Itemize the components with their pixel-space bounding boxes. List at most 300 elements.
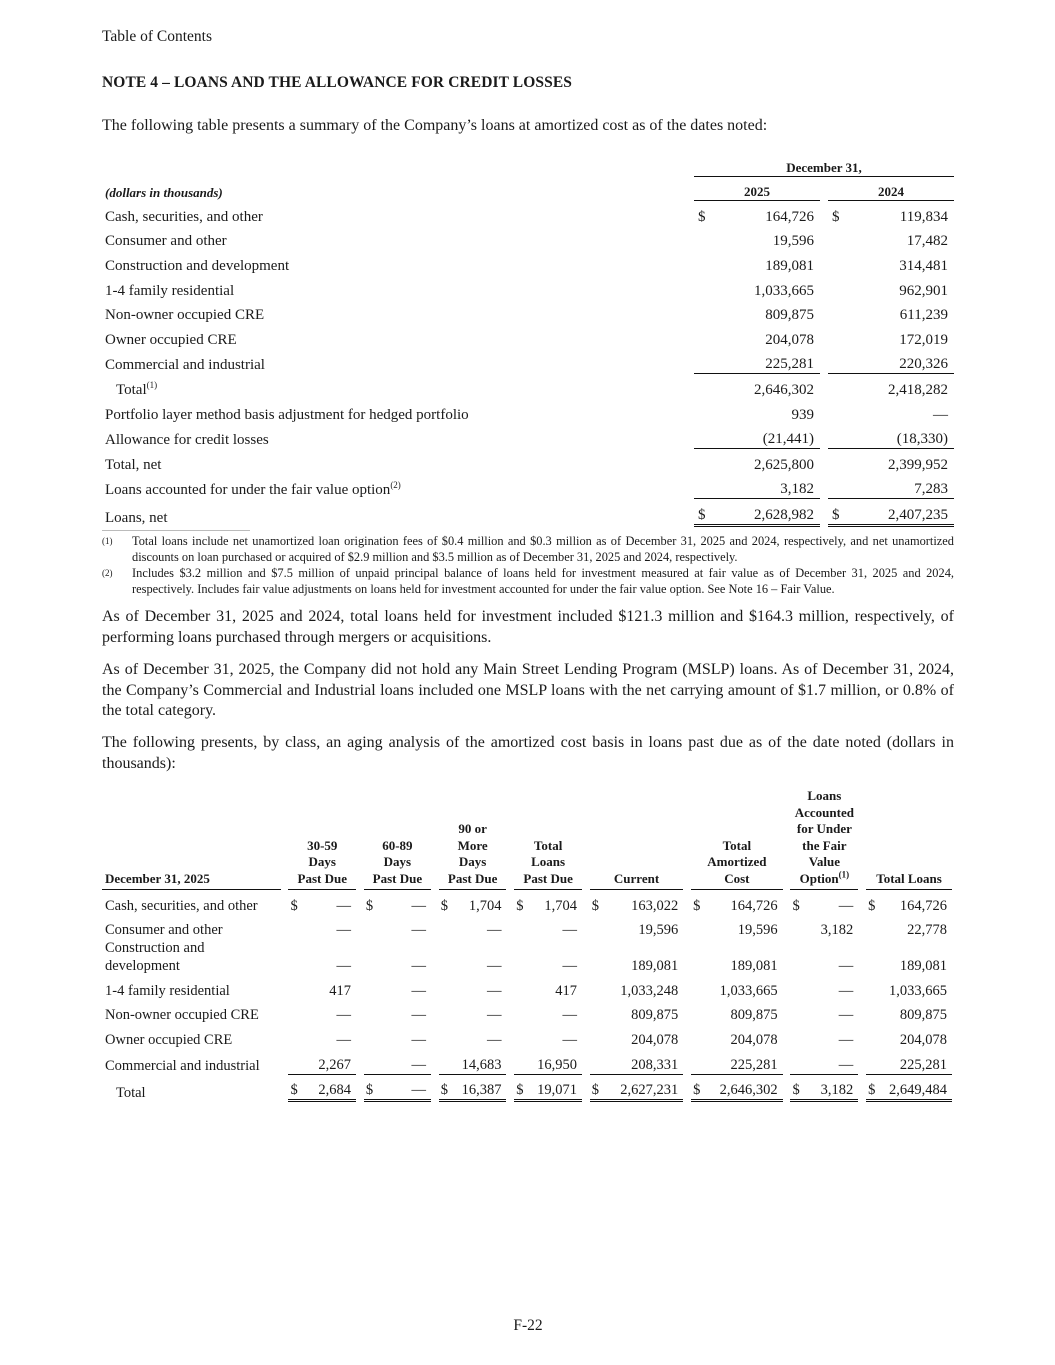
row-label-text: Non-owner occupied CRE xyxy=(105,307,265,324)
dollar-sign: $ xyxy=(790,1075,806,1103)
column-gap xyxy=(281,939,289,975)
column-gap xyxy=(281,1075,289,1103)
dollar-sign: $ xyxy=(868,897,876,914)
column-header xyxy=(790,788,858,890)
value-2025: 164,726 xyxy=(765,208,814,225)
row-label-text: Loans, net xyxy=(105,509,168,526)
value-2024: 962,901 xyxy=(899,282,948,299)
unit-label: (dollars in thousands) xyxy=(105,185,223,201)
cell-value: — xyxy=(336,897,351,914)
dollar-sign xyxy=(590,915,606,940)
footnote-ref: (2) xyxy=(390,480,401,491)
row-label-text: Cash, securities, and other xyxy=(105,208,263,225)
table-row xyxy=(102,449,954,474)
column-gap xyxy=(820,499,828,527)
dollar-sign xyxy=(691,915,707,940)
value-2025: 3,182 xyxy=(720,474,820,500)
column-gap xyxy=(281,788,289,890)
table-row xyxy=(102,349,954,375)
column-header-line: Total xyxy=(533,837,563,853)
dollar-sign: $ xyxy=(691,1075,707,1103)
column-gap xyxy=(506,788,514,890)
column-gap xyxy=(431,788,439,890)
row-label: Construction and development xyxy=(105,940,205,975)
column-gap xyxy=(820,201,828,226)
column-gap xyxy=(431,890,439,915)
column-gap xyxy=(582,788,590,890)
row-label: Non-owner occupied CRE xyxy=(105,1007,259,1024)
row-label xyxy=(102,275,694,300)
value-2025: 2,625,800 xyxy=(754,456,814,473)
row-label-text: 1-4 family residential xyxy=(105,282,235,299)
column-header xyxy=(514,788,582,890)
column-gap xyxy=(683,975,691,1000)
cell-value: 2,646,302 xyxy=(707,1075,783,1103)
column-gap xyxy=(783,1024,791,1049)
dollar-sign xyxy=(790,939,806,975)
cell-value: 1,033,248 xyxy=(620,982,679,999)
dollar-sign: $ xyxy=(832,208,840,225)
row-label: 1-4 family residential xyxy=(105,982,230,999)
cell-value: — xyxy=(562,922,577,939)
column-gap xyxy=(820,474,828,500)
dollar-sign: $ xyxy=(516,897,524,914)
column-header xyxy=(590,788,684,890)
row-label-text: Loans accounted for under the fair value option xyxy=(105,482,391,499)
dollar-sign xyxy=(694,300,720,325)
column-gap xyxy=(356,1075,364,1103)
column-header-line: Cost xyxy=(724,870,750,886)
cell-value: 1,033,665 xyxy=(719,982,778,999)
column-header-line: the Fair xyxy=(802,837,847,853)
dollar-sign xyxy=(694,399,720,424)
footnote-marker: (2) xyxy=(102,568,113,578)
dollar-sign xyxy=(364,975,380,1000)
column-gap xyxy=(820,424,828,450)
dollar-sign xyxy=(439,1049,455,1075)
table-row xyxy=(102,374,954,399)
value-2024: 172,019 xyxy=(899,331,948,348)
column-header-line: More xyxy=(457,837,488,853)
cell-value: — xyxy=(411,922,426,939)
dollar-sign xyxy=(828,399,854,424)
intro-paragraph: The following table presents a summary of the Company’s loans at amortized cost as of the dates noted: xyxy=(102,117,768,134)
table-of-contents-link[interactable]: Table of Contents xyxy=(102,28,212,45)
cell-value: 417 xyxy=(555,982,577,999)
column-header xyxy=(866,788,952,890)
column-gap xyxy=(820,324,828,349)
table-row xyxy=(102,275,954,300)
dollar-sign xyxy=(866,939,882,975)
dollar-sign xyxy=(514,1049,530,1075)
column-gap xyxy=(783,915,791,940)
dollar-sign xyxy=(590,939,606,975)
dollar-sign xyxy=(694,474,720,500)
dollar-sign xyxy=(439,939,455,975)
column-gap xyxy=(858,915,866,940)
dollar-sign xyxy=(828,374,854,399)
dollar-sign xyxy=(439,1000,455,1025)
dollar-sign xyxy=(790,1000,806,1025)
dollar-sign xyxy=(514,1000,530,1025)
value-2025: 19,596 xyxy=(772,233,814,250)
value-2024: 7,283 xyxy=(854,474,954,500)
dollar-sign xyxy=(694,324,720,349)
column-gap xyxy=(356,1000,364,1025)
row-label xyxy=(102,300,694,325)
column-header-line: Value xyxy=(808,854,841,869)
cell-value: — xyxy=(486,922,502,939)
table-row xyxy=(102,1024,952,1049)
dollar-sign xyxy=(828,250,854,275)
cell-value: 417 xyxy=(329,982,351,999)
column-gap xyxy=(356,975,364,1000)
cell-value: 19,596 xyxy=(737,922,778,939)
column-gap xyxy=(783,975,791,1000)
column-gap xyxy=(281,1049,289,1075)
footnote-1 xyxy=(102,533,954,565)
row-label xyxy=(102,474,694,500)
cell-value: 14,683 xyxy=(455,1049,507,1075)
cell-value: 809,875 xyxy=(899,1007,947,1024)
column-gap xyxy=(858,975,866,1000)
column-header-line: Amortized xyxy=(707,854,767,869)
row-label xyxy=(102,250,694,275)
column-gap xyxy=(506,1075,514,1103)
row-label: Owner occupied CRE xyxy=(105,1031,233,1048)
column-gap xyxy=(820,349,828,375)
footnote-text: Total loans include net unamortized loan origination fees of $0.4 million and $0.3 million as of December 31, 2025 and 2024, respectively, and net unamortized discounts on loan purchased or acquired of $2.9 million and $3.5 million as of December 31, 2025 and 2024, respectively. xyxy=(132,534,954,564)
column-header xyxy=(691,788,783,890)
dollar-sign xyxy=(288,1024,304,1049)
value-2024: (18,330) xyxy=(854,424,954,450)
dollar-sign xyxy=(514,975,530,1000)
cell-value: 19,596 xyxy=(638,922,679,939)
row-label: Commercial and industrial xyxy=(105,1057,260,1074)
table-row xyxy=(102,324,954,349)
cell-value: — xyxy=(336,1031,351,1048)
footnote-ref: (1) xyxy=(146,379,158,390)
row-label-text: Commercial and industrial xyxy=(105,357,265,374)
column-gap xyxy=(281,915,289,940)
row-label xyxy=(102,324,694,349)
row-label-text: Total, net xyxy=(105,456,162,473)
cell-value: — xyxy=(562,1007,577,1024)
dollar-sign xyxy=(691,1024,707,1049)
cell-value: 208,331 xyxy=(606,1049,684,1075)
cell-value: — xyxy=(806,1049,858,1075)
paragraph-mslp: As of December 31, 2025, the Company did not hold any Main Street Lending Program (MSLP) loans. As of December 31, 2024, the Company’s Commercial and Industrial loans included one MSLP loans with the net carrying amount of $1.7 million, or 0.8% of the total category. xyxy=(102,661,954,719)
dollar-sign xyxy=(866,915,882,940)
dollar-sign xyxy=(364,1000,380,1025)
column-header-line: Current xyxy=(613,870,660,886)
column-gap xyxy=(683,939,691,975)
value-2025: (21,441) xyxy=(720,424,820,450)
dollar-sign xyxy=(691,939,707,975)
column-gap xyxy=(281,975,289,1000)
dollar-sign: $ xyxy=(591,897,600,914)
dollar-sign xyxy=(590,1024,606,1049)
dollar-sign xyxy=(288,915,304,940)
column-gap xyxy=(431,915,439,940)
dollar-sign: $ xyxy=(590,1075,606,1103)
row-label xyxy=(102,499,694,527)
cell-value: — xyxy=(838,1031,854,1048)
value-2024: 2,418,282 xyxy=(888,381,948,398)
dollar-sign xyxy=(439,1024,455,1049)
column-gap xyxy=(858,1075,866,1103)
dollar-sign: $ xyxy=(439,1075,455,1103)
table-row xyxy=(102,226,954,251)
cell-value: — xyxy=(336,922,351,939)
dollar-sign: $ xyxy=(440,897,449,914)
column-gap xyxy=(783,939,791,975)
column-header-line: Option xyxy=(799,870,839,886)
cell-value: — xyxy=(380,1049,431,1075)
value-2025: 2,628,982 xyxy=(720,499,820,527)
dollar-sign: $ xyxy=(514,1075,530,1103)
cell-value: — xyxy=(486,982,502,999)
column-header-line: Past Due xyxy=(297,870,347,886)
column-gap xyxy=(820,300,828,325)
cell-value: 19,071 xyxy=(530,1075,582,1103)
footnote-marker: (1) xyxy=(102,536,113,546)
cell-value: 809,875 xyxy=(730,1007,778,1024)
dollar-sign xyxy=(694,250,720,275)
dollar-sign xyxy=(828,324,854,349)
column-gap xyxy=(783,1000,791,1025)
column-gap xyxy=(820,399,828,424)
value-2024: 17,482 xyxy=(906,233,948,250)
cell-value: 16,387 xyxy=(455,1075,507,1103)
column-gap xyxy=(582,975,590,1000)
table-row xyxy=(102,1049,952,1075)
cell-value: 1,704 xyxy=(544,897,577,914)
column-gap xyxy=(431,939,439,975)
table-row xyxy=(102,250,954,275)
column-header-line: Past Due xyxy=(523,870,573,886)
column-gap xyxy=(281,1024,289,1049)
column-header-2024: 2024 xyxy=(828,177,954,202)
dollar-sign xyxy=(590,975,606,1000)
cell-value: 189,081 xyxy=(899,958,947,975)
dollar-sign xyxy=(790,975,806,1000)
column-header-line: 60-89 xyxy=(382,837,413,853)
dollar-sign xyxy=(514,915,530,940)
dollar-sign: $ xyxy=(694,499,720,527)
column-gap xyxy=(582,915,590,940)
column-gap xyxy=(858,890,866,915)
dollar-sign xyxy=(691,975,707,1000)
column-gap xyxy=(431,1000,439,1025)
column-gap xyxy=(858,1024,866,1049)
cell-value: — xyxy=(838,958,854,975)
cell-value: 2,684 xyxy=(304,1075,356,1103)
cell-value: — xyxy=(486,1031,502,1048)
table-row xyxy=(102,424,954,450)
dollar-sign: $ xyxy=(698,208,706,225)
column-gap xyxy=(356,915,364,940)
cell-value: 204,078 xyxy=(730,1031,778,1048)
dollar-sign xyxy=(514,939,530,975)
cell-value: 225,281 xyxy=(882,1049,952,1075)
column-gap xyxy=(683,1049,691,1075)
column-header-line: Total xyxy=(722,837,752,853)
cell-value: — xyxy=(411,982,426,999)
footnote-text: Includes $3.2 million and $7.5 million of unpaid principal balance of loans held for investment measured at fair value as of December 31, 2025 and 2024, respectively. Includes fair value adjustments on loans held for investment accounted for under the fair value option. See Note 16 – Fair Value. xyxy=(132,566,954,596)
column-header-2025: 2025 xyxy=(694,177,820,202)
row-label-text: Portfolio layer method basis adjustment for hedged portfolio xyxy=(105,406,469,423)
cell-value: 189,081 xyxy=(730,958,778,975)
column-gap xyxy=(506,1049,514,1075)
dollar-sign xyxy=(439,915,455,940)
column-header-line: Total Loans xyxy=(876,870,942,886)
cell-value: 204,078 xyxy=(631,1031,679,1048)
column-gap xyxy=(281,890,289,915)
column-header-line: 90 or xyxy=(458,821,487,836)
dollar-sign xyxy=(694,449,720,474)
column-gap xyxy=(820,226,828,251)
dollar-sign xyxy=(694,349,720,375)
cell-value: — xyxy=(336,1007,351,1024)
value-2024: 2,407,235 xyxy=(854,499,954,527)
cell-value: 2,649,484 xyxy=(882,1075,952,1103)
column-header-line: Days xyxy=(383,854,412,869)
cell-value: 3,182 xyxy=(820,922,854,939)
column-header xyxy=(364,788,431,890)
column-gap xyxy=(858,939,866,975)
value-2024: 220,326 xyxy=(854,349,954,375)
row-label xyxy=(102,201,694,226)
column-header-line: Past Due xyxy=(447,870,498,886)
dollar-sign xyxy=(288,975,304,1000)
column-gap xyxy=(506,915,514,940)
table-row xyxy=(102,890,952,915)
value-2024: 314,481 xyxy=(899,257,948,274)
aging-analysis-table xyxy=(102,788,952,1102)
cell-value: 189,081 xyxy=(631,958,679,975)
dollar-sign: $ xyxy=(288,1075,304,1103)
dollar-sign: $ xyxy=(792,897,800,914)
column-gap xyxy=(683,1000,691,1025)
footnotes xyxy=(102,533,954,597)
value-2025: 225,281 xyxy=(720,349,820,375)
value-2024: 119,834 xyxy=(899,208,948,225)
column-header-line: Past Due xyxy=(372,870,423,886)
cell-value: — xyxy=(411,897,426,914)
row-label xyxy=(102,399,694,424)
column-gap xyxy=(582,890,590,915)
cell-value: — xyxy=(411,1007,426,1024)
value-2025: 2,646,302 xyxy=(754,381,814,398)
period-header: December 31, xyxy=(694,152,954,177)
paragraph-acquired-loans: As of December 31, 2025 and 2024, total loans held for investment included $121.3 million and $164.3 million, respectively, of performing loans purchased through mergers or acquisitions. xyxy=(102,608,954,646)
column-gap xyxy=(582,1075,590,1103)
column-gap xyxy=(683,788,691,890)
table-row xyxy=(102,399,954,424)
column-gap xyxy=(582,1000,590,1025)
dollar-sign xyxy=(691,1049,707,1075)
dollar-sign xyxy=(866,1024,882,1049)
dollar-sign: $ xyxy=(693,897,701,914)
table-row xyxy=(102,474,954,500)
row-label: Total xyxy=(116,1085,146,1102)
paragraph-aging-intro: The following presents, by class, an aging analysis of the amortized cost basis in loans past due as of the date noted (dollars in thousands): xyxy=(102,734,954,772)
row-label-text: Consumer and other xyxy=(105,233,227,250)
value-2025: 189,081 xyxy=(765,257,814,274)
table-row xyxy=(102,201,954,226)
column-gap xyxy=(356,939,364,975)
dollar-sign xyxy=(590,1049,606,1075)
footnote-2 xyxy=(102,565,954,597)
dollar-sign xyxy=(866,1000,882,1025)
cell-value: 3,182 xyxy=(806,1075,858,1103)
column-gap xyxy=(356,890,364,915)
cell-value: 2,267 xyxy=(304,1049,356,1075)
value-2025: 939 xyxy=(791,406,814,423)
column-gap xyxy=(683,1024,691,1049)
cell-value: 16,950 xyxy=(530,1049,582,1075)
dollar-sign xyxy=(828,226,854,251)
dollar-sign xyxy=(694,424,720,450)
cell-value: — xyxy=(486,958,502,975)
value-2025: 1,033,665 xyxy=(754,282,814,299)
dollar-sign xyxy=(866,1049,882,1075)
cell-value: 809,875 xyxy=(631,1007,679,1024)
dollar-sign xyxy=(828,449,854,474)
column-gap xyxy=(431,1075,439,1103)
dollar-sign: $ xyxy=(828,499,854,527)
column-header-line: Days xyxy=(458,854,487,869)
dollar-sign xyxy=(694,374,720,399)
column-header-line: Loans xyxy=(807,788,842,803)
column-gap xyxy=(783,890,791,915)
note-title: NOTE 4 – LOANS AND THE ALLOWANCE FOR CREDIT LOSSES xyxy=(102,74,572,91)
cell-value: 1,704 xyxy=(468,897,502,914)
column-gap xyxy=(506,939,514,975)
row-label xyxy=(102,424,694,450)
dollar-sign: $ xyxy=(364,1075,380,1103)
column-header-line: Loans xyxy=(531,854,566,869)
cell-value: — xyxy=(838,982,854,999)
cell-value: — xyxy=(562,958,577,975)
cell-value: — xyxy=(562,1031,577,1048)
row-label: Cash, securities, and other xyxy=(105,897,258,914)
column-header xyxy=(439,788,507,890)
column-gap xyxy=(506,1024,514,1049)
cell-value: — xyxy=(380,1075,431,1103)
column-gap xyxy=(783,788,791,890)
dollar-sign xyxy=(514,1024,530,1049)
column-gap xyxy=(281,1000,289,1025)
dollar-sign: $ xyxy=(290,897,298,914)
column-gap xyxy=(783,1075,791,1103)
table-row xyxy=(102,939,952,975)
cell-value: — xyxy=(838,897,854,914)
footnote-divider xyxy=(102,530,250,531)
column-gap xyxy=(431,1024,439,1049)
dollar-sign: $ xyxy=(866,1075,882,1103)
row-label-text: Allowance for credit losses xyxy=(105,432,269,449)
dollar-sign xyxy=(790,915,806,940)
column-gap xyxy=(858,1000,866,1025)
column-gap xyxy=(506,890,514,915)
value-2024: 611,239 xyxy=(899,307,948,324)
column-gap xyxy=(683,890,691,915)
column-header-line: for Under xyxy=(796,821,852,836)
aging-header-row xyxy=(102,788,952,890)
cell-value: 225,281 xyxy=(707,1049,783,1075)
